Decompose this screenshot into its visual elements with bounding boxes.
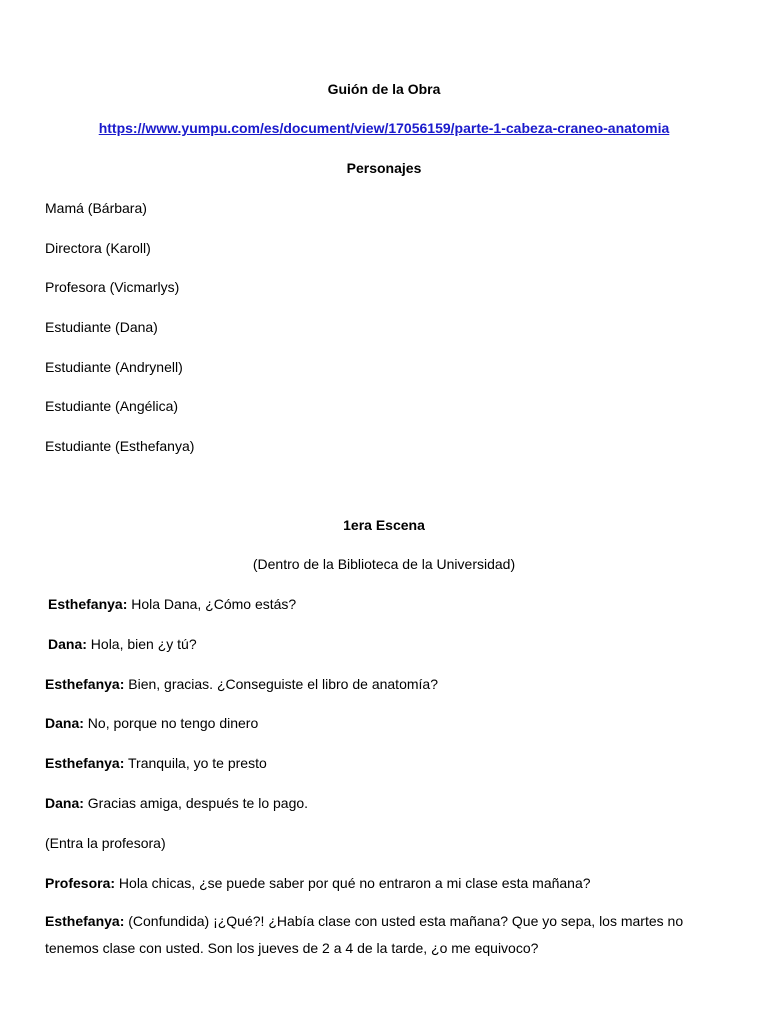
dialogue-line	[45, 793, 735, 833]
dialogue-text: Hola Dana, ¿Cómo estás?	[127, 596, 297, 612]
character-item: Mamá (Bárbara)	[45, 200, 147, 216]
character-item: Estudiante (Andrynell)	[45, 358, 183, 375]
dialogue-line	[45, 753, 735, 793]
dialogue-line	[45, 873, 735, 913]
character-item: Profesora (Vicmarlys)	[45, 279, 180, 296]
characters-list	[45, 198, 194, 476]
speaker-name: Esthefanya:	[45, 675, 125, 692]
dialogue-text: Bien, gracias. ¿Conseguiste el libro de anatomía?	[124, 675, 438, 692]
dialogue-text: (Confundida) ¡¿Qué?! ¿Había clase con usted esta mañana? Que yo sepa, los martes no tenemos clase con usted. Son los jueves de 2 a 4 de la tarde, ¿o me equivoco?	[45, 913, 684, 957]
speaker-name: Esthefanya:	[45, 755, 125, 772]
source-link[interactable]: https://www.yumpu.com/es/document/view/17056159/parte-1-cabeza-craneo-anatomia	[98, 120, 670, 136]
dialogue-line	[45, 908, 735, 962]
dialogue-line	[45, 634, 735, 674]
characters-heading: Personajes	[346, 160, 422, 176]
speaker-name: Esthefanya:	[48, 596, 128, 612]
character-item: Directora (Karoll)	[45, 239, 151, 256]
dialogue-text: Gracias amiga, después te lo pago.	[83, 794, 309, 811]
dialogue-text: Tranquila, yo te presto	[124, 755, 267, 772]
dialogue-text: Hola chicas, ¿se puede saber por qué no entraron a mi clase esta mañana?	[115, 874, 591, 891]
character-item: Estudiante (Angélica)	[45, 398, 179, 415]
dialogue-line	[45, 594, 735, 634]
speaker-name: Esthefanya:	[45, 913, 125, 930]
document-title: Guión de la Obra	[327, 81, 441, 97]
dialogue-line	[45, 674, 735, 714]
speaker-name: Dana:	[45, 794, 84, 811]
scene-setting: (Dentro de la Biblioteca de la Universidad)	[252, 556, 516, 572]
scene-heading: 1era Escena	[343, 517, 425, 533]
dialogue-line	[45, 713, 735, 753]
character-item: Estudiante (Dana)	[45, 319, 158, 336]
character-item: Estudiante (Esthefanya)	[45, 438, 195, 455]
speaker-name: Profesora:	[45, 874, 116, 891]
dialogue-text: Hola, bien ¿y tú?	[86, 635, 197, 652]
dialogue-text: No, porque no tengo dinero	[83, 715, 259, 732]
dialogue	[45, 594, 735, 962]
stage-direction	[45, 833, 735, 873]
speaker-name: Dana:	[48, 635, 87, 652]
dialogue-text: (Entra la profesora)	[45, 834, 166, 851]
speaker-name: Dana:	[45, 715, 84, 732]
